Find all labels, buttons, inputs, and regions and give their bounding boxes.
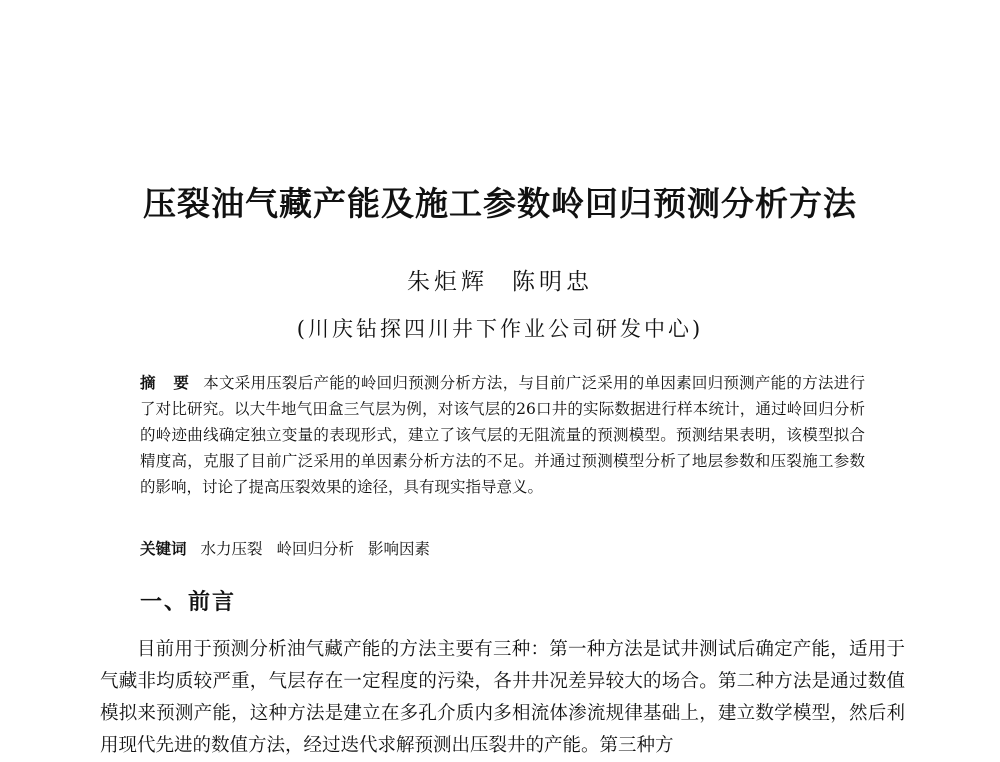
author-affiliation: (川庆钻探四川井下作业公司研发中心) bbox=[296, 317, 704, 341]
abstract-label: 摘 要 bbox=[140, 374, 196, 392]
body-paragraph: 目前用于预测分析油气藏产能的方法主要有三种：第一种方法是试井测试后确定产能，适用于气藏非均质较严重，气层存在一定程度的污染，各井井况差异较大的场合。第二种方法是通过数值模拟来预测产能，这种方法是建立在多孔介质内多相流体渗流规律基础上，建立数学模型，然后利用现代先进的数值方法，经过迭代求解预测出压裂井的产能。第三种方 bbox=[100, 639, 905, 756]
author-name: 朱炬辉 bbox=[407, 269, 488, 295]
paper-title: 压裂油气藏产能及施工参数岭回归预测分析方法 bbox=[143, 184, 857, 223]
keywords-label: 关键词 bbox=[140, 540, 187, 558]
author-name: 陈明忠 bbox=[512, 269, 593, 295]
keywords bbox=[140, 536, 865, 562]
keyword: 影响因素 bbox=[368, 540, 431, 558]
abstract-text: 本文采用压裂后产能的岭回归预测分析方法，与目前广泛采用的单因素回归预测产能的方法进行了对比研究。以大牛地气田盒三气层为例，对该气层的26口井的实际数据进行样本统计，通过岭回归分析的岭迹曲线确定独立变量的表现形式，建立了该气层的无阻流量的预测模型。预测结果表明，该模型拟合精度高，克服了目前广泛采用的单因素分析方法的不足。并通过预测模型分析了地层参数和压裂施工参数的影响，讨论了提高压裂效果的途径，具有现实指导意义。 bbox=[140, 374, 865, 496]
keyword: 岭回归分析 bbox=[276, 540, 355, 558]
abstract bbox=[140, 370, 865, 500]
keyword: 水力压裂 bbox=[200, 540, 263, 558]
section-heading: 一、前言 bbox=[140, 590, 237, 615]
author-list bbox=[0, 266, 1000, 298]
